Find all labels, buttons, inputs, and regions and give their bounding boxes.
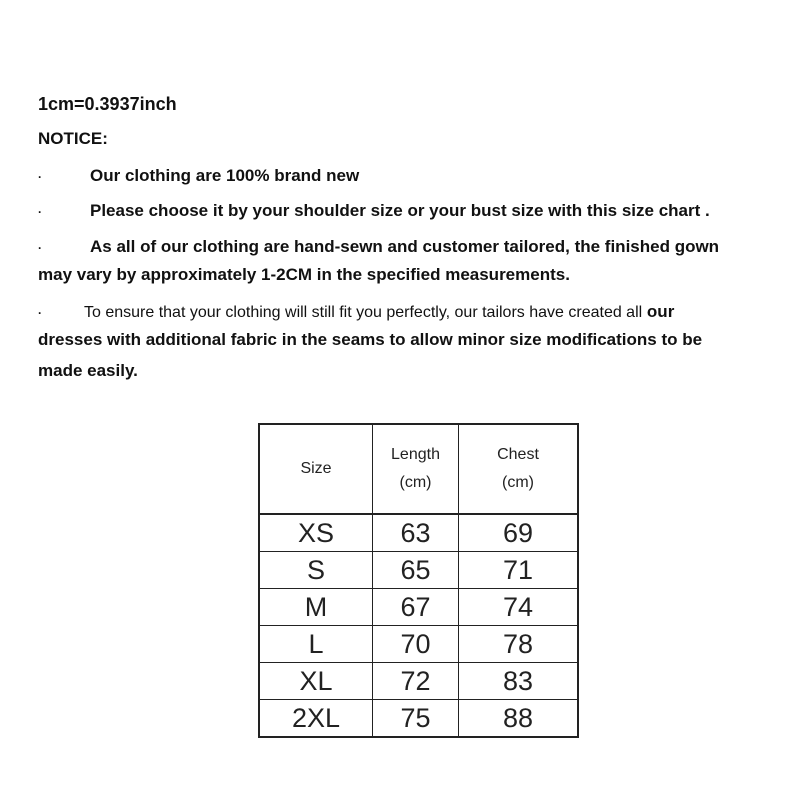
table-row (259, 514, 578, 552)
cell-chest: 69 (459, 514, 579, 552)
cell-size: 2XL (259, 700, 373, 738)
table-header-row (259, 424, 578, 514)
table-row (259, 700, 578, 738)
table-row (259, 589, 578, 626)
cell-size: M (259, 589, 373, 626)
size-chart-table (258, 423, 579, 738)
unit-conversion: 1cm=0.3937inch (38, 94, 177, 114)
bullet-dot: · (38, 305, 42, 320)
cell-length: 70 (373, 626, 459, 663)
note-hand-sewn (38, 237, 719, 257)
header-size: Size (259, 424, 373, 514)
cell-length: 63 (373, 514, 459, 552)
note-text: As all of our clothing are hand-sewn and customer tailored, the finished gown (90, 237, 720, 256)
note-additional-fabric-end: made easily. (38, 361, 138, 380)
table-row (259, 663, 578, 700)
note-text-bold: our (646, 302, 675, 321)
note-brand-new (38, 166, 359, 186)
bullet-dot: · (38, 169, 42, 184)
cell-size: XS (259, 514, 373, 552)
cell-chest: 88 (459, 700, 579, 738)
cell-chest: 83 (459, 663, 579, 700)
bullet-dot: · (38, 204, 42, 219)
note-choose-size (38, 201, 710, 221)
cell-size: L (259, 626, 373, 663)
cell-length: 67 (373, 589, 459, 626)
cell-length: 65 (373, 552, 459, 589)
table-row (259, 552, 578, 589)
note-text: Please choose it by your shoulder size or your bust size with this size chart . (90, 201, 710, 220)
cell-chest: 71 (459, 552, 579, 589)
note-additional-fabric-cont: dresses with additional fabric in the seams to allow minor size modifications to be (38, 330, 703, 349)
cell-chest: 74 (459, 589, 579, 626)
cell-size: S (259, 552, 373, 589)
header-length: Length (cm) (373, 424, 459, 514)
note-text: To ensure that your clothing will still fit you perfectly, our tailors have created all (84, 304, 643, 321)
note-hand-sewn-cont: may vary by approximately 1-2CM in the specified measurements. (38, 265, 570, 284)
header-chest: Chest (cm) (459, 424, 579, 514)
cell-size: XL (259, 663, 373, 700)
note-text: Our clothing are 100% brand new (90, 166, 360, 185)
cell-chest: 78 (459, 626, 579, 663)
cell-length: 72 (373, 663, 459, 700)
cell-length: 75 (373, 700, 459, 738)
note-additional-fabric (38, 302, 674, 322)
table-row (259, 626, 578, 663)
notice-title: NOTICE: (38, 129, 108, 148)
bullet-dot: · (38, 240, 42, 255)
